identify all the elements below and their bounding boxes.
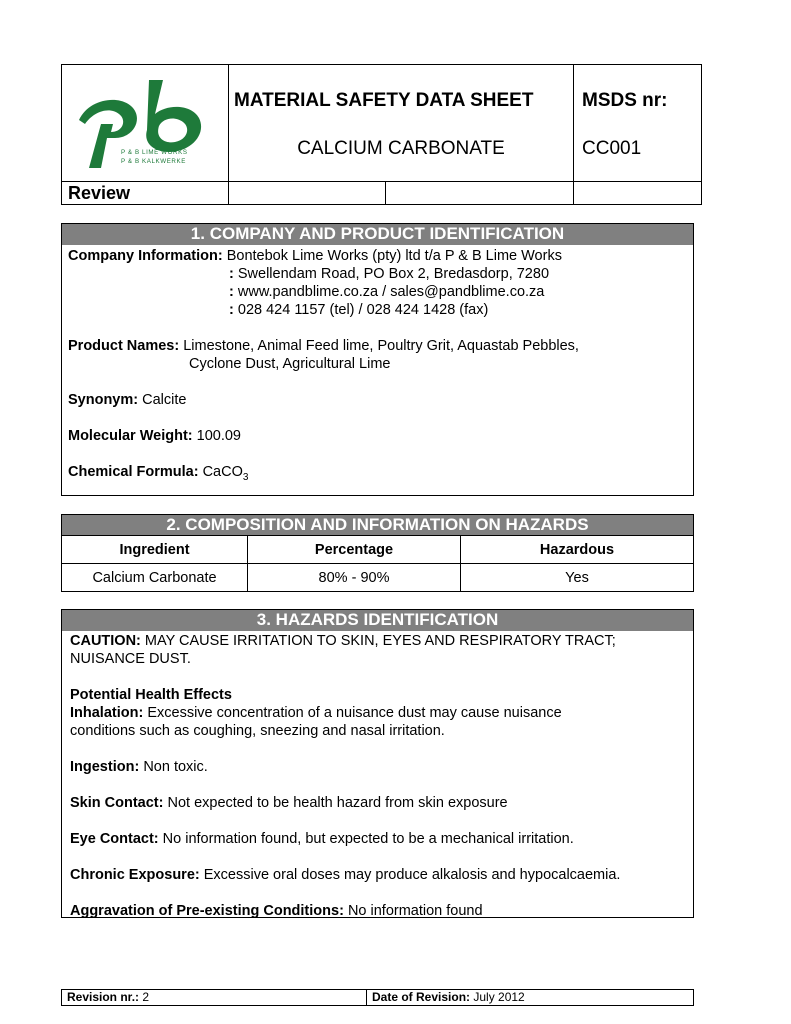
ingestion-label: Ingestion:: [70, 759, 140, 775]
table-header-ingredient: Ingredient: [62, 536, 248, 564]
header-table: [61, 64, 702, 205]
inhalation-label: Inhalation:: [70, 705, 144, 721]
logo-text-1: P & B LIME WORKS: [121, 149, 188, 156]
synonym-label: Synonym:: [68, 392, 139, 408]
skin-contact-label: Skin Contact:: [70, 795, 164, 811]
table-header-hazardous: Hazardous: [461, 536, 694, 564]
review-label: Review: [68, 183, 131, 203]
logo-text-2: P & B KALKWERKE: [121, 158, 186, 165]
aggravation-text: No information found: [347, 903, 483, 919]
product-names-line-2: Cyclone Dust, Agricultural Lime: [189, 356, 391, 372]
product-title: CALCIUM CARBONATE: [297, 138, 505, 159]
chemical-formula-label: Chemical Formula:: [68, 464, 199, 480]
company-line-4: 028 424 1157 (tel) / 028 424 1428 (fax): [237, 302, 489, 318]
revision-value: 2: [142, 990, 150, 1004]
revision-label: Revision nr.:: [67, 990, 140, 1004]
date-of-revision-label: Date of Revision:: [372, 990, 471, 1004]
composition-table: [61, 535, 694, 592]
section-1: 1. COMPANY AND PRODUCT IDENTIFICATION Company Information: Bontebok Lime Works (pty) ltd t/a P & B Lime Works : Swellendam Road, PO Box 2, Bredasdorp, 7280 : www.pandblime.co.za / sales@pandblime.co.za : 028 424 1157 (tel) / 028 424 1428 (fax) Product Names: Limestone, Animal Feed lime, Poultry Grit, Aquastab Pebbles, Cyclone Dust, Agricultural Lime Synonym: Calcite Molecular Weight: 100.09 Chemical Formula: CaCO$_3$: [61, 223, 694, 496]
company-line-3: www.pandblime.co.za / sales@pandblime.co.za: [237, 284, 545, 300]
eye-contact-label: Eye Contact:: [70, 831, 159, 847]
product-names-label: Product Names:: [68, 338, 180, 354]
chemical-formula-subscript: 3: [242, 471, 249, 483]
synonym-value: Calcite: [142, 392, 187, 408]
section-2: [61, 514, 694, 591]
aggravation-label: Aggravation of Pre-existing Conditions:: [70, 903, 344, 919]
table-header-percentage: Percentage: [248, 536, 461, 564]
date-of-revision-value: July 2012: [473, 990, 525, 1004]
table-cell-ingredient: Calcium Carbonate: [62, 564, 248, 592]
chronic-exposure-text: Excessive oral doses may produce alkalosis and hypocalcaemia.: [203, 867, 621, 883]
company-logo: [71, 76, 221, 172]
inhalation-text: Excessive concentration of a nuisance dust may cause nuisance: [147, 705, 562, 721]
product-names-line-1: Limestone, Animal Feed lime, Poultry Grit, Aquastab Pebbles,: [183, 338, 579, 354]
molecular-weight-value: 100.09: [196, 428, 241, 444]
document-title: MATERIAL SAFETY DATA SHEET: [234, 90, 534, 111]
potential-health-effects-heading: Potential Health Effects: [70, 687, 232, 703]
caution-text-2: NUISANCE DUST.: [70, 651, 191, 667]
company-line-2: Swellendam Road, PO Box 2, Bredasdorp, 7280: [237, 266, 550, 282]
msds-label: MSDS nr:: [582, 90, 668, 111]
table-cell-percentage: 80% - 90%: [248, 564, 461, 592]
ingestion-text: Non toxic.: [143, 759, 208, 775]
company-line-1: Bontebok Lime Works (pty) ltd t/a P & B Lime Works: [226, 248, 562, 264]
inhalation-text-2: conditions such as coughing, sneezing and nasal irritation.: [70, 723, 445, 739]
company-info-label: Company Information:: [68, 248, 223, 264]
footer: [61, 989, 694, 1006]
molecular-weight-label: Molecular Weight:: [68, 428, 193, 444]
section-3: [61, 609, 694, 918]
chemical-formula-value: CaCO: [202, 464, 243, 480]
table-cell-hazardous: Yes: [461, 564, 694, 592]
eye-contact-text: No information found, but expected to be a mechanical irritation.: [162, 831, 574, 847]
skin-contact-text: Not expected to be health hazard from skin exposure: [167, 795, 508, 811]
msds-value: CC001: [582, 138, 642, 159]
section-3-title: 3. HAZARDS IDENTIFICATION: [62, 610, 693, 631]
caution-text: MAY CAUSE IRRITATION TO SKIN, EYES AND RESPIRATORY TRACT;: [144, 633, 616, 649]
caution-label: CAUTION:: [70, 633, 141, 649]
section-2-title: 2. COMPOSITION AND INFORMATION ON HAZARDS: [61, 514, 694, 536]
section-1-title: 1. COMPANY AND PRODUCT IDENTIFICATION: [62, 224, 693, 245]
chronic-exposure-label: Chronic Exposure:: [70, 867, 200, 883]
